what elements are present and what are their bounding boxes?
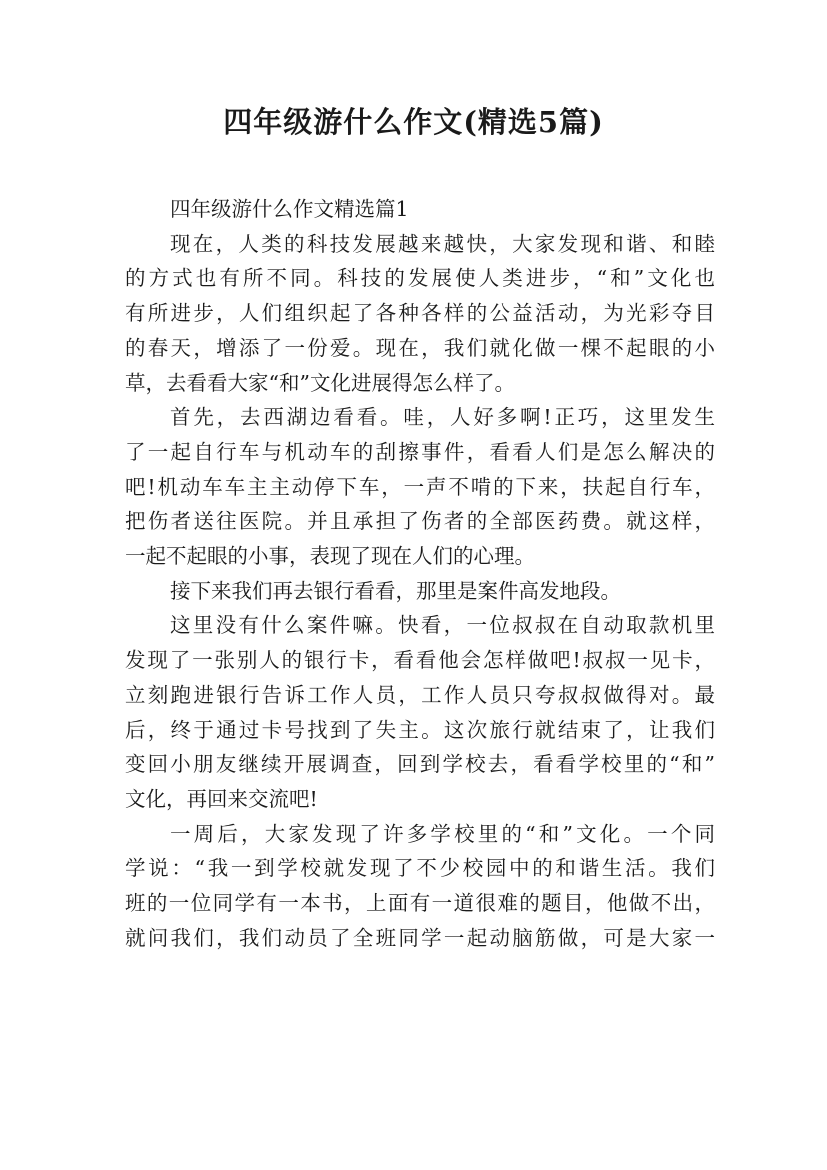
paragraph-lines	[125, 227, 715, 956]
text-line: 班的一位同学有一本书，上面有一道很难的题目，他做不出，	[125, 891, 715, 916]
text-line: 首先，去西湖边看看。哇，人好多啊!正巧，这里发生	[170, 405, 715, 430]
text-line: 的方式也有所不同。科技的发展使人类进步，“和”文化也	[125, 266, 715, 291]
text-line: 发现了一张别人的银行卡，看看他会怎样做吧!叔叔一见卡，	[125, 648, 715, 673]
text-line: 后，终于通过卡号找到了失主。这次旅行就结束了，让我们	[125, 717, 715, 742]
text-line: 有所进步，人们组织起了各种各样的公益活动，为光彩夺目	[125, 301, 715, 326]
text-line: 变回小朋友继续开展调查，回到学校去，看看学校里的“和”	[125, 752, 715, 777]
text-line: 立刻跑进银行告诉工作人员，工作人员只夸叔叔做得对。最	[125, 682, 715, 707]
document-title: 四年级游什么作文(精选5篇)	[223, 105, 604, 139]
text-line: 现在，人类的科技发展越来越快，大家发现和谐、和睦	[170, 231, 715, 256]
section-heading: 四年级游什么作文精选篇1	[170, 197, 409, 221]
text-line: 接下来我们再去银行看看，那里是案件高发地段。	[170, 578, 621, 603]
text-line: 吧!机动车车主主动停下车，一声不啃的下来，扶起自行车，	[125, 474, 715, 499]
text-line: 草，去看看大家“和”文化进展得怎么样了。	[125, 370, 515, 395]
document-body	[125, 192, 715, 955]
text-line: 了一起自行车与机动车的刮擦事件，看看人们是怎么解决的	[125, 439, 715, 464]
text-line: 一周后，大家发现了许多学校里的“和”文化。一个同	[170, 821, 715, 846]
text-line: 这里没有什么案件嘛。快看，一位叔叔在自动取款机里	[170, 613, 715, 638]
text-line: 就问我们，我们动员了全班同学一起动脑筋做，可是大家一	[125, 925, 715, 950]
text-line: 一起不起眼的小事，表现了现在人们的心理。	[125, 544, 535, 569]
text-line: 把伤者送往医院。并且承担了伤者的全部医药费。就这样，	[125, 509, 715, 534]
text-line: 学说：“我一到学校就发现了不少校园中的和谐生活。我们	[125, 856, 715, 881]
text-line: 的春天，增添了一份爱。现在，我们就化做一棵不起眼的小	[125, 335, 715, 360]
text-line: 文化，再回来交流吧!	[125, 786, 318, 811]
